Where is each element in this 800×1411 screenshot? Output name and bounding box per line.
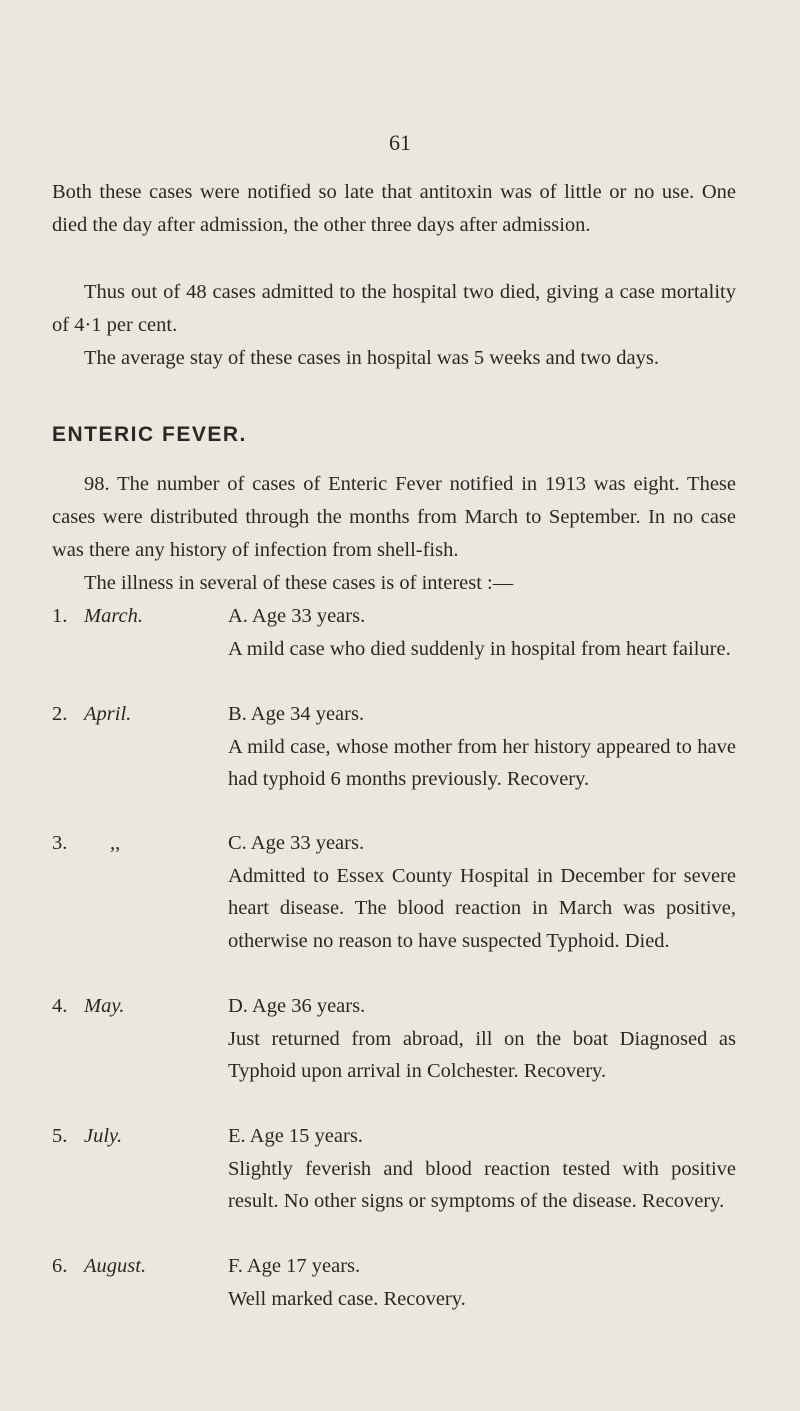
case-body bbox=[228, 827, 736, 957]
paragraph-average-stay: The average stay of these cases in hospital was 5 weeks and two days. bbox=[84, 347, 659, 369]
case-header: B. Age 34 years. bbox=[228, 703, 365, 725]
case-detail: Just returned from abroad, ill on the boat Diagnosed as Typhoid upon arrival in Colchester. Recovery. bbox=[228, 1027, 736, 1082]
case-number: 1. bbox=[52, 605, 68, 627]
case-header: F. Age 17 years. bbox=[228, 1255, 361, 1277]
case-detail: Well marked case. Recovery. bbox=[228, 1287, 466, 1310]
case-detail: A mild case who died suddenly in hospital from heart failure. bbox=[228, 637, 731, 660]
case-header: D. Age 36 years. bbox=[228, 995, 366, 1017]
paragraph-antitoxin: Both these cases were notified so late that antitoxin was of little or no use. One died the day after admission, the other three days after admission. bbox=[52, 181, 736, 236]
paragraph-enteric-notifications: 98. The number of cases of Enteric Fever notified in 1913 was eight. These cases were distributed through the months from March to September. In no case was there any history of infection from shell-fish. bbox=[52, 473, 736, 561]
case-detail: Admitted to Essex County Hospital in December for severe heart disease. The blood reaction in March was positive, otherwise no reason to have suspected Typhoid. Died. bbox=[228, 864, 736, 952]
case-header: C. Age 33 years. bbox=[228, 832, 365, 854]
page-number: 61 bbox=[389, 130, 411, 155]
case-body bbox=[228, 698, 736, 796]
case-number: 2. bbox=[52, 703, 68, 725]
section-heading-enteric-fever: ENTERIC FEVER. bbox=[52, 423, 247, 446]
case-number: 4. bbox=[52, 995, 68, 1017]
paragraph-cases-of-interest: The illness in several of these cases is of interest :— bbox=[84, 572, 514, 594]
case-body bbox=[228, 990, 736, 1088]
case-header: E. Age 15 years. bbox=[228, 1125, 363, 1147]
case-month: April. bbox=[84, 703, 132, 725]
case-month: May. bbox=[84, 995, 125, 1017]
case-detail: Slightly feverish and blood reaction tested with positive result. No other signs or symptoms of the disease. Recovery. bbox=[228, 1157, 736, 1212]
case-body bbox=[228, 1250, 736, 1315]
case-body bbox=[228, 1120, 736, 1218]
case-month: August. bbox=[84, 1255, 147, 1277]
case-body bbox=[228, 600, 736, 665]
case-number: 6. bbox=[52, 1255, 68, 1277]
case-detail: A mild case, whose mother from her history appeared to have had typhoid 6 months previously. Recovery. bbox=[228, 735, 736, 790]
case-number: 3. bbox=[52, 832, 68, 854]
case-month: July. bbox=[84, 1125, 123, 1147]
paragraph-case-mortality: Thus out of 48 cases admitted to the hospital two died, giving a case mortality of 4·1 per cent. bbox=[52, 281, 736, 336]
case-number: 5. bbox=[52, 1125, 68, 1147]
case-month: ,, bbox=[110, 832, 121, 854]
case-month: March. bbox=[84, 605, 144, 627]
case-header: A. Age 33 years. bbox=[228, 605, 366, 627]
